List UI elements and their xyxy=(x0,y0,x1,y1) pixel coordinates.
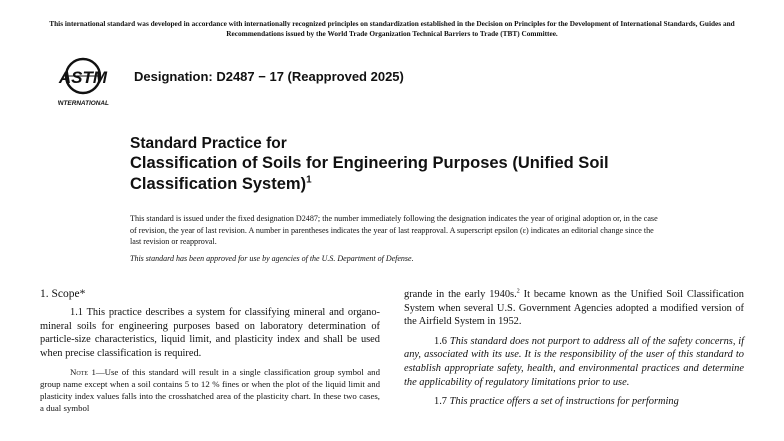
title-footnote-marker: 1 xyxy=(306,174,312,186)
paragraph-1-6 xyxy=(404,335,744,389)
history-text-b: It became known as the Unified Soil Classification System when several U.S. Government Agencies adopted a modified version of the Airfield System in 1952. xyxy=(404,289,744,328)
title-prefix: Standard Practice for xyxy=(130,135,287,152)
astm-logo xyxy=(58,52,124,110)
header-notice: This international standard was developed in accordance with internationally recognized principles on standardization established in the Decision on Principles for the Development of International Standards, Guides and Recommendations issued by the World Trade Organization Technical Barriers to Trade (TBT) Committee. xyxy=(49,19,735,38)
note-text: —Use of this standard will result in a single classification group symbol and group name except when a soil contains 5 to 12 % fines or when the plot of the liquid limit and plasticity index values falls into the crosshatched area of the plasticity chart. In these two cases, a dual symbol xyxy=(40,367,380,414)
scope-heading: 1. Scope* xyxy=(40,288,86,300)
para-1-7-text: This practice offers a set of instructions for performing xyxy=(449,396,679,408)
logo-subtext: INTERNATIONAL xyxy=(58,100,109,107)
astm-logo-icon xyxy=(58,52,124,110)
footnote-marker-2: 2 xyxy=(516,287,520,295)
para-1-6-number: 1.6 xyxy=(434,335,450,347)
approval-statement: This standard has been approved for use by agencies of the U.S. Department of Defense. xyxy=(130,254,414,263)
designation: Designation: D2487 − 17 (Reapproved 2025) xyxy=(134,69,404,84)
note-1 xyxy=(40,366,380,414)
right-column xyxy=(404,288,744,415)
history-text-a: grande in the early 1940s. xyxy=(404,289,517,300)
issued-statement: This standard is issued under the fixed designation D2487; the number immediately following the designation indicates the year of original adoption or, in the case of revision, the year of last revision. A number in parentheses indicates the year of last reapproval. A superscript epsilon (ε) indicates an editorial change since the last revision or reapproval. xyxy=(130,214,658,246)
paragraph-1-5-continued xyxy=(404,288,744,329)
logo-mark: ASTM xyxy=(58,68,108,87)
document-title xyxy=(130,153,650,195)
para-1-7-number: 1.7 xyxy=(434,396,450,408)
note-label: Note 1 xyxy=(70,367,96,378)
para-1-6-text: This standard does not purport to address all of the safety concerns, if any, associated with its use. It is the responsibility of the user of this standard to establish appropriate safety, health, and environmental practices and determine the applicability of regulatory limitations prior to use. xyxy=(404,335,745,388)
title-text: Classification of Soils for Engineering Purposes (Unified Soil Classification System) xyxy=(130,154,609,193)
paragraph-1-7 xyxy=(404,395,744,409)
paragraph-1-1: 1.1 This practice describes a system for classifying mineral and organo-mineral soils for engineering purposes based on laboratory determination of particle-size characteristics, liquid limit, and plasticity index and shall be used when precise classification is required. xyxy=(40,307,380,359)
left-column xyxy=(40,288,380,414)
